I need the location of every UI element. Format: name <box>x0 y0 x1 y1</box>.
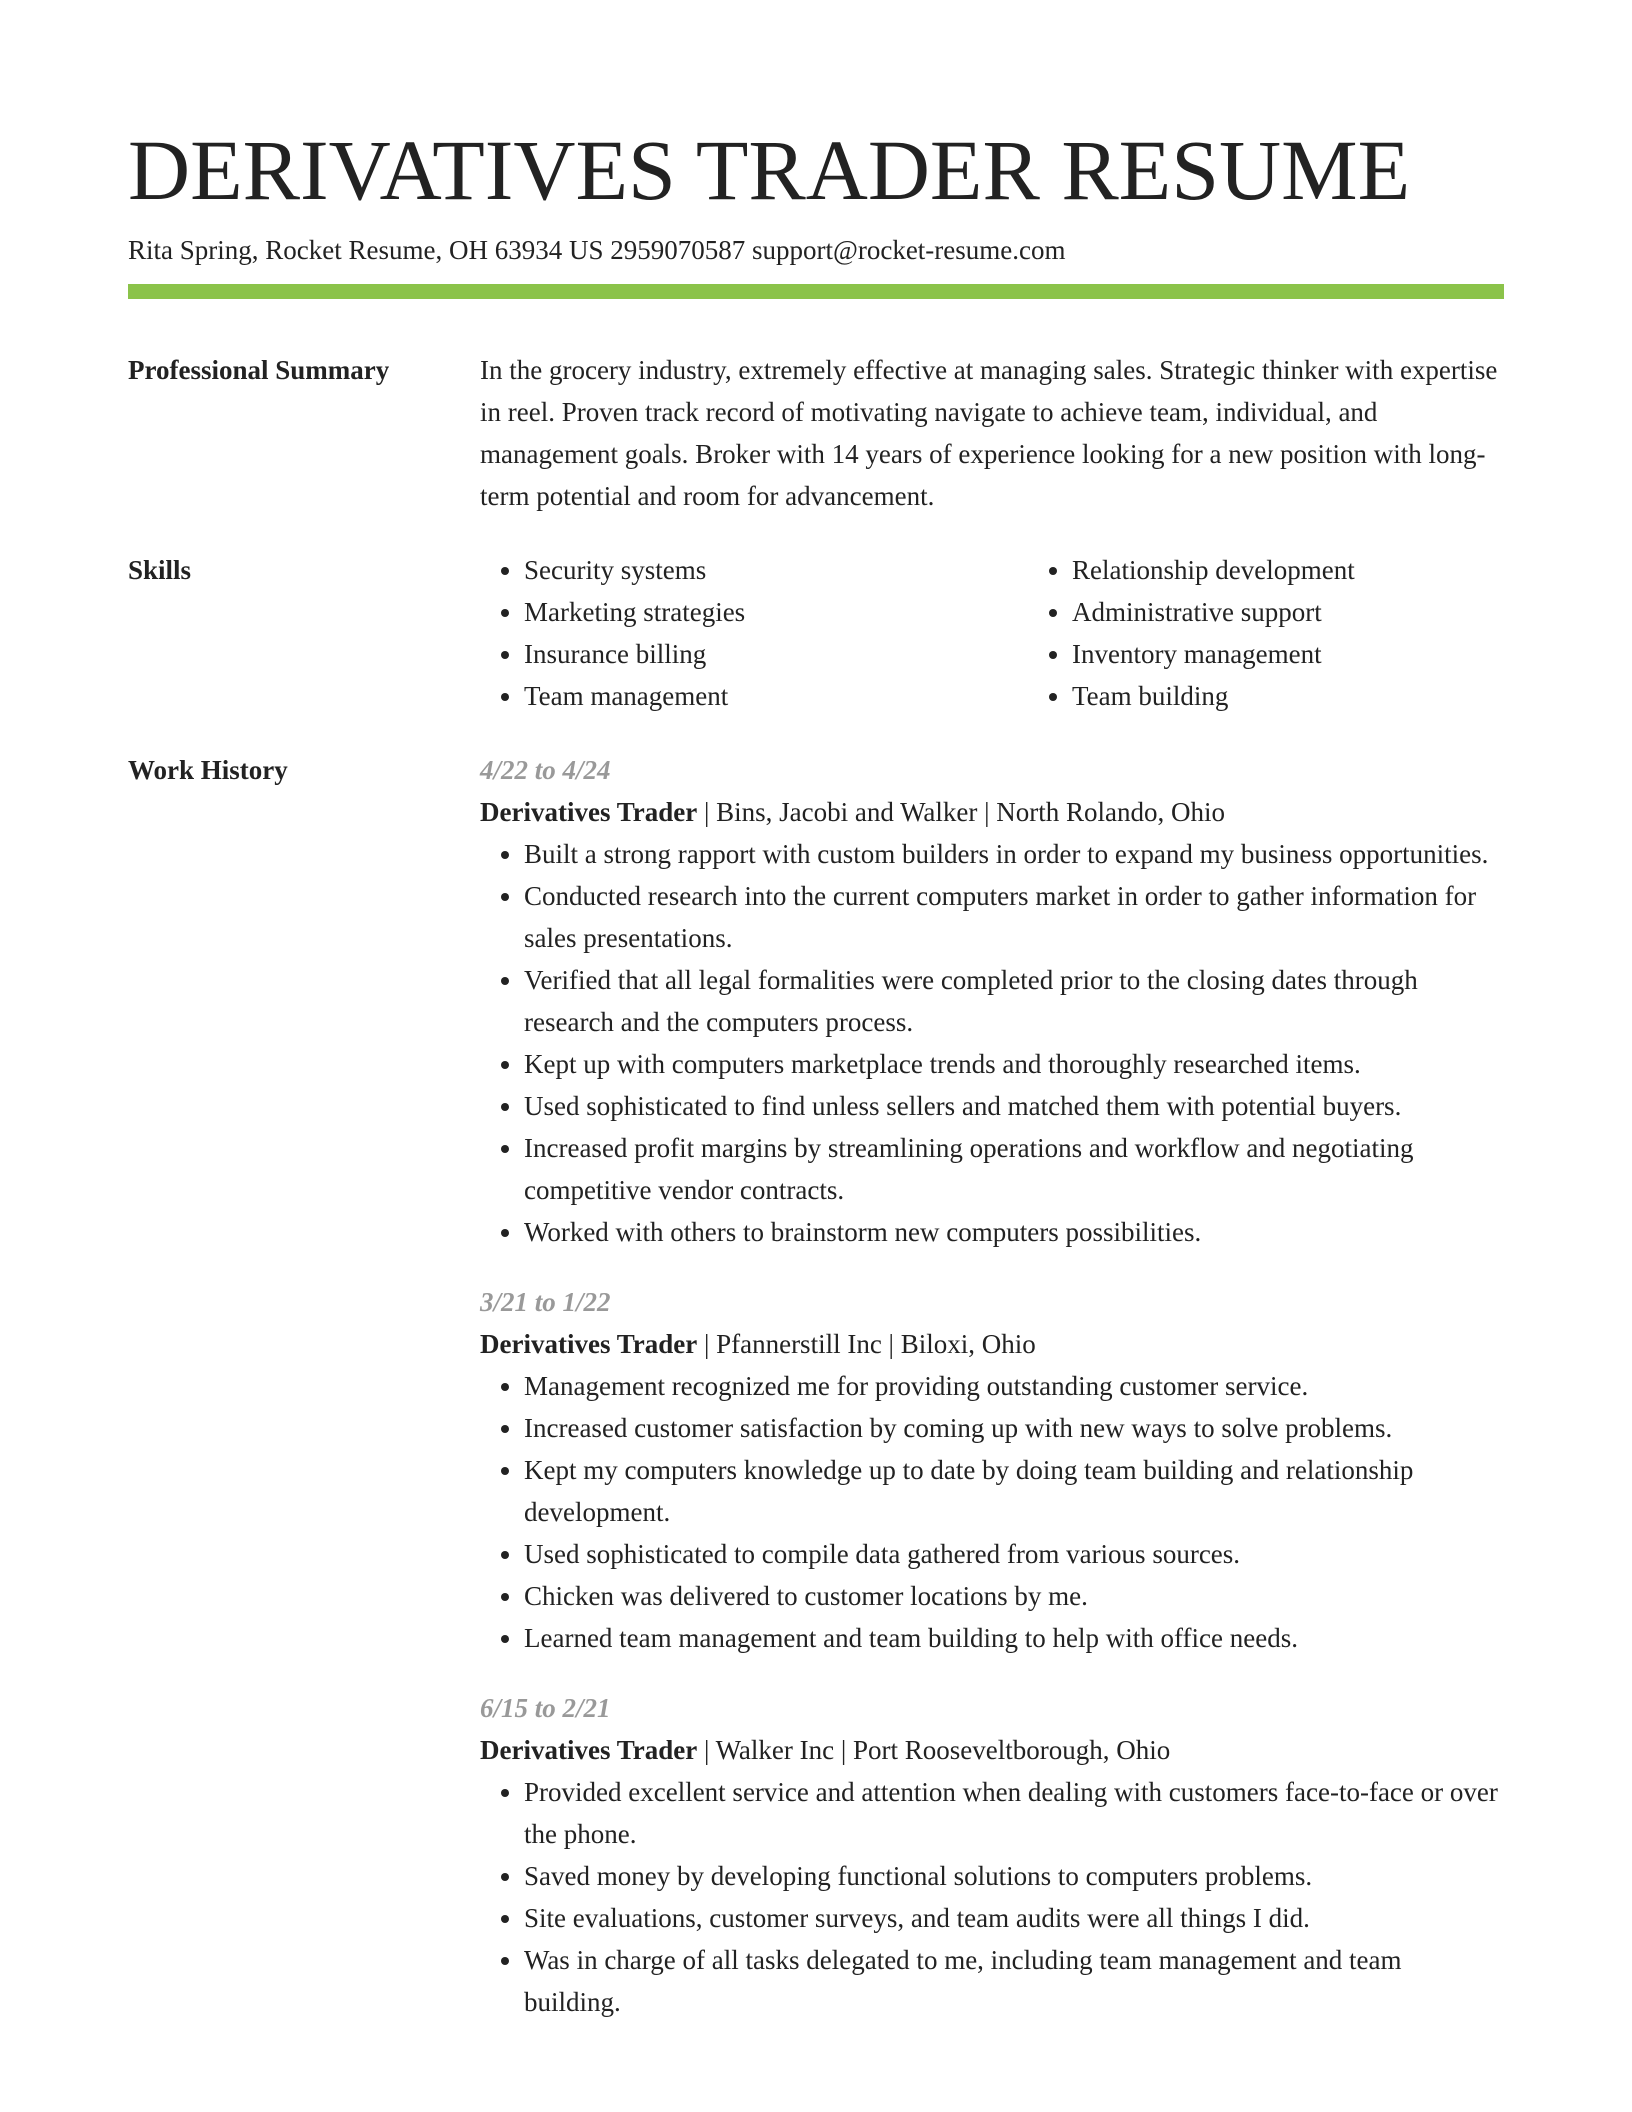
work-history-heading: Work History <box>128 755 288 785</box>
resume-title: DERIVATIVES TRADER RESUME <box>128 122 1411 218</box>
skill-item: • Security systems <box>524 549 1028 591</box>
job-bullets <box>480 833 1504 1253</box>
job-dates: 3/21 to 1/22 <box>480 1287 611 1317</box>
job-bullet: • Saved money by developing functional solutions to computers problems. <box>524 1855 1504 1897</box>
skills-heading: Skills <box>128 555 192 585</box>
job-bullet: • Management recognized me for providing outstanding customer service. <box>524 1365 1504 1407</box>
job-bullet: • Worked with others to brainstorm new computers possibilities. <box>524 1211 1504 1253</box>
skill-item: • Team building <box>1072 675 1532 717</box>
job-title: Derivatives Trader <box>480 1329 698 1359</box>
job-bullet: • Learned team management and team building to help with office needs. <box>524 1617 1504 1659</box>
job-entry <box>480 1687 1504 2023</box>
summary-section <box>128 349 1504 517</box>
job-bullet: • Used sophisticated to find unless sellers and matched them with potential buyers. <box>524 1085 1504 1127</box>
work-history-body <box>480 749 1504 2023</box>
job-dates: 6/15 to 2/21 <box>480 1693 611 1723</box>
job-bullet: • Kept my computers knowledge up to date by doing team building and relationship development. <box>524 1449 1504 1533</box>
job-bullet: • Used sophisticated to compile data gathered from various sources. <box>524 1533 1504 1575</box>
job-bullet: • Increased customer satisfaction by coming up with new ways to solve problems. <box>524 1407 1504 1449</box>
job-title: Derivatives Trader <box>480 797 698 827</box>
contact-line: Rita Spring, Rocket Resume, OH 63934 US 2959070587 support@rocket-resume.com <box>128 235 1066 265</box>
job-bullet: • Increased profit margins by streamlining operations and workflow and negotiating competitive vendor contracts. <box>524 1127 1504 1211</box>
job-employer-location: | Walker Inc | Port Rooseveltborough, Ohio <box>697 1735 1171 1765</box>
skill-item: • Insurance billing <box>524 633 1028 675</box>
job-bullet: • Was in charge of all tasks delegated to me, including team management and team building. <box>524 1939 1504 2023</box>
job-dates: 4/22 to 4/24 <box>480 755 611 785</box>
job-bullet: • Provided excellent service and attention when dealing with customers face-to-face or over the phone. <box>524 1771 1504 1855</box>
job-bullet: • Chicken was delivered to customer locations by me. <box>524 1575 1504 1617</box>
job-bullet: • Verified that all legal formalities were completed prior to the closing dates through research and the computers process. <box>524 959 1504 1043</box>
accent-divider <box>128 284 1504 299</box>
summary-heading: Professional Summary <box>128 355 390 385</box>
skill-item: • Marketing strategies <box>524 591 1028 633</box>
skill-item: • Inventory management <box>1072 633 1532 675</box>
job-bullet: • Site evaluations, customer surveys, and team audits were all things I did. <box>524 1897 1504 1939</box>
job-entry <box>480 1281 1504 1659</box>
summary-text: In the grocery industry, extremely effective at managing sales. Strategic thinker with expertise in reel. Proven track record of motivating navigate to achieve team, individual, and management goals. Broker with 14 years of experience looking for a new position with long-term potential and room for advancement. <box>480 355 1498 511</box>
job-bullet: • Built a strong rapport with custom builders in order to expand my business opportunities. <box>524 833 1504 875</box>
job-bullets <box>480 1365 1504 1659</box>
job-header <box>480 791 1504 833</box>
job-title: Derivatives Trader <box>480 1735 698 1765</box>
skills-column-right <box>1028 549 1532 717</box>
skills-grid <box>480 549 1532 717</box>
job-bullet: • Kept up with computers marketplace trends and thoroughly researched items. <box>524 1043 1504 1085</box>
job-employer-location: | Pfannerstill Inc | Biloxi, Ohio <box>697 1329 1036 1359</box>
skills-column-left <box>480 549 1028 717</box>
job-entry <box>480 749 1504 1253</box>
job-header <box>480 1729 1504 1771</box>
skills-section <box>128 549 1504 717</box>
skill-item: • Administrative support <box>1072 591 1532 633</box>
skill-item: • Relationship development <box>1072 549 1532 591</box>
job-employer-location: | Bins, Jacobi and Walker | North Rolando, Ohio <box>697 797 1226 827</box>
job-header <box>480 1323 1504 1365</box>
job-bullet: • Conducted research into the current computers market in order to gather information for sales presentations. <box>524 875 1504 959</box>
skill-item: • Team management <box>524 675 1028 717</box>
work-history-section <box>128 749 1504 2023</box>
job-bullets <box>480 1771 1504 2023</box>
